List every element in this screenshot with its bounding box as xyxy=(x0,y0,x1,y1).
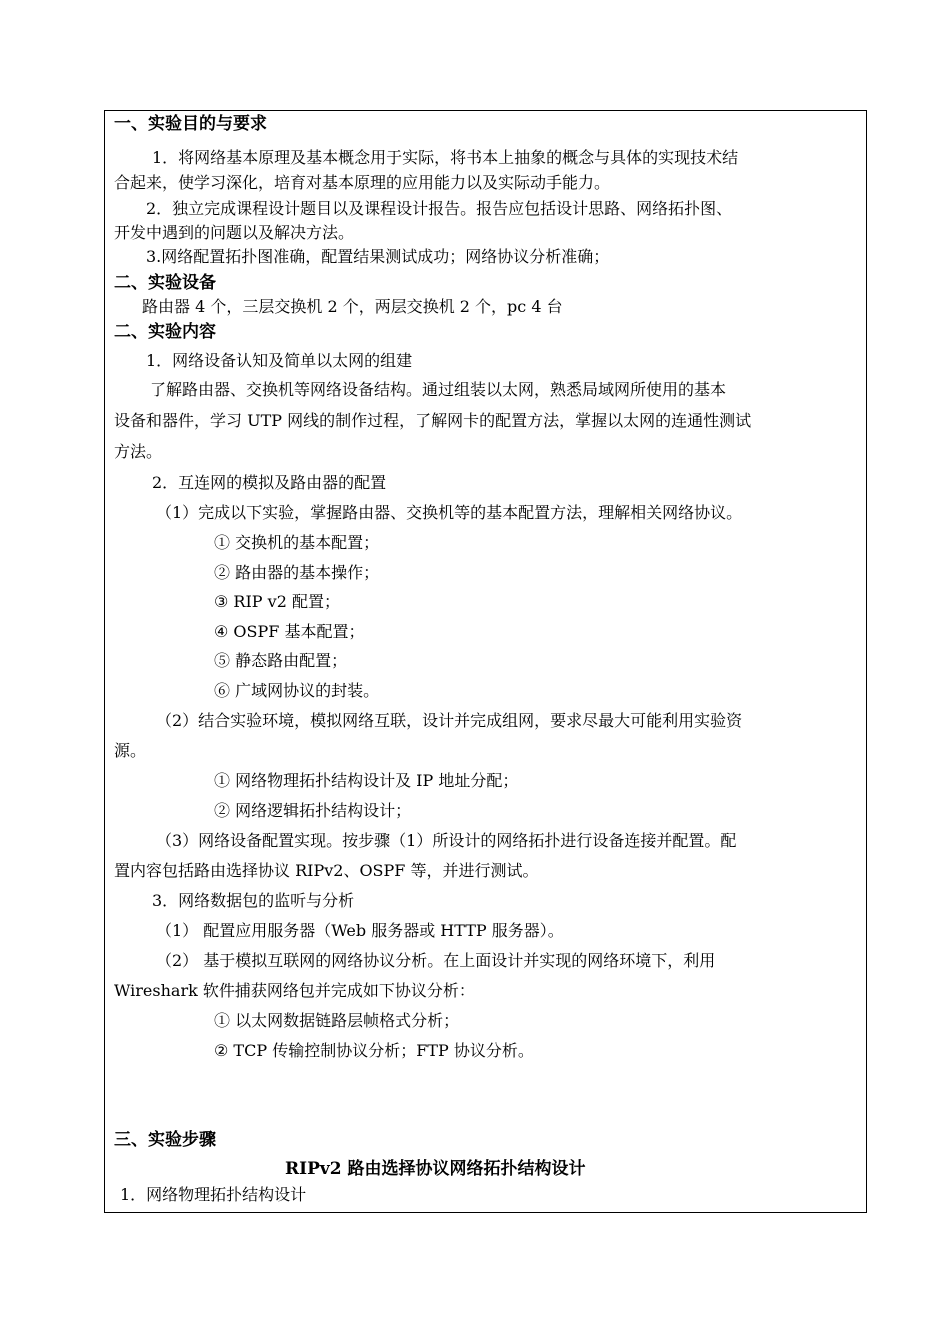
section-heading-equipment: 二、实验设备 xyxy=(114,273,216,293)
objective-2-line-2: 开发中遇到的问题以及解决方法。 xyxy=(114,223,355,242)
content-item-3-sub-2-line-2: Wireshark 软件捕获网络包并完成如下协议分析： xyxy=(114,981,475,1000)
section-heading-objectives: 一、实验目的与要求 xyxy=(114,114,267,134)
objective-2-line-1: 2．独立完成课程设计题目以及课程设计报告。报告应包括设计思路、网络拓扑图、 xyxy=(146,199,733,218)
steps-subheading: 1．网络物理拓扑结构设计 xyxy=(120,1185,307,1204)
list-item: ① 交换机的基本配置； xyxy=(214,533,380,552)
content-item-2-sub-2-line-1: （2）结合实验环境，模拟网络互联，设计并完成组网，要求尽最大可能利用实验资 xyxy=(156,711,743,730)
content-item-3-title: 3．网络数据包的监听与分析 xyxy=(152,891,355,910)
objective-3: 3.网络配置拓扑图准确，配置结果测试成功；网络协议分析准确； xyxy=(146,247,610,266)
objective-1-line-1: 1．将网络基本原理及基本概念用于实际，将书本上抽象的概念与具体的实现技术结 xyxy=(152,148,739,167)
list-item: ② 网络逻辑拓扑结构设计； xyxy=(214,801,412,820)
content-item-3-sub-2-line-1: （2） 基于模拟互联网的网络协议分析。在上面设计并实现的网络环境下，利用 xyxy=(156,951,716,970)
list-item: ⑥ 广域网协议的封装。 xyxy=(214,681,380,700)
content-item-2-sub-2-line-2: 源。 xyxy=(114,741,147,760)
content-item-2-title: 2．互连网的模拟及路由器的配置 xyxy=(152,473,387,492)
content-item-1-line-3: 方法。 xyxy=(114,442,163,461)
list-item: ⑤ 静态路由配置； xyxy=(214,651,348,670)
content-item-3-sub-1: （1） 配置应用服务器（Web 服务器或 HTTP 服务器）。 xyxy=(156,921,564,940)
steps-center-title: RIPv2 路由选择协议网络拓扑结构设计 xyxy=(285,1159,586,1179)
content-item-2-sub-3-line-1: （3）网络设备配置实现。按步骤（1）所设计的网络拓扑进行设备连接并配置。配 xyxy=(156,831,737,850)
content-item-2-sub-3-line-2: 置内容包括路由选择协议 RIPv2、OSPF 等，并进行测试。 xyxy=(114,861,539,880)
content-item-2-sub-1: （1）完成以下实验，掌握路由器、交换机等的基本配置方法，理解相关网络协议。 xyxy=(156,503,743,522)
list-item: ② 路由器的基本操作； xyxy=(214,563,380,582)
list-item: ② TCP 传输控制协议分析；FTP 协议分析。 xyxy=(214,1041,534,1060)
section-heading-steps: 三、实验步骤 xyxy=(114,1130,216,1150)
section-heading-content: 二、实验内容 xyxy=(114,322,216,342)
objective-1-line-2: 合起来，使学习深化，培育对基本原理的应用能力以及实际动手能力。 xyxy=(114,173,611,192)
content-item-1-title: 1．网络设备认知及简单以太网的组建 xyxy=(146,351,413,370)
content-item-1-line-1: 了解路由器、交换机等网络设备结构。通过组装以太网，熟悉局域网所使用的基本 xyxy=(150,380,727,399)
list-item: ① 网络物理拓扑结构设计及 IP 地址分配； xyxy=(214,771,519,790)
equipment-list: 路由器 4 个，三层交换机 2 个，两层交换机 2 个，pc 4 台 xyxy=(142,297,563,316)
list-item: ③ RIP v2 配置； xyxy=(214,592,340,611)
list-item: ① 以太网数据链路层帧格式分析； xyxy=(214,1011,460,1030)
list-item: ④ OSPF 基本配置； xyxy=(214,622,365,641)
content-item-1-line-2: 设备和器件，学习 UTP 网线的制作过程，了解网卡的配置方法，掌握以太网的连通性测试 xyxy=(114,411,752,430)
